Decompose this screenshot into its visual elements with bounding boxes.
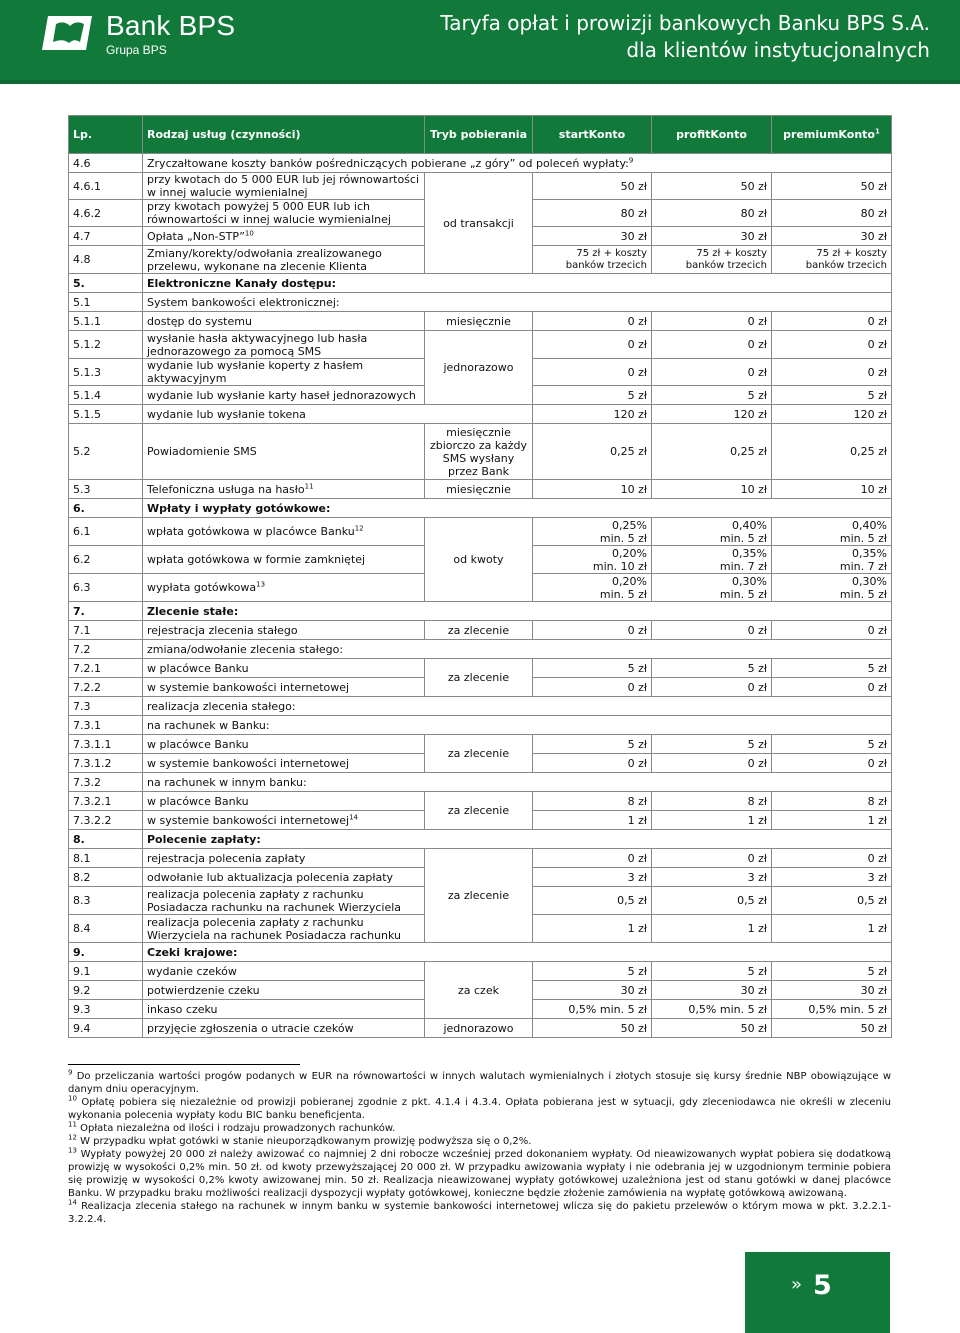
row-number: 7.3.1.2 — [69, 754, 143, 773]
row-number: 9. — [69, 943, 143, 962]
fee-startkonto: 0 zł — [533, 359, 652, 386]
logo-text: Bank BPS — [106, 10, 236, 41]
fee-premiumkonto — [772, 546, 892, 574]
fee-startkonto: 1 zł — [533, 915, 652, 943]
fee-profitkonto: 0,25 zł — [652, 424, 772, 480]
service-name-text: Opłata „Non-STP” — [147, 229, 245, 243]
fee-rate: 0,35% — [732, 546, 767, 560]
logo-subtext: Grupa BPS — [106, 43, 167, 57]
fee-profitkonto: 5 zł — [652, 659, 772, 678]
fee-startkonto — [533, 246, 652, 274]
service-name: dostęp do systemu — [143, 312, 425, 331]
row-number: 4.7 — [69, 227, 143, 246]
fee-startkonto — [533, 574, 652, 602]
fee-premiumkonto: 5 zł — [772, 735, 892, 754]
fee-minimum: min. 10 zł — [592, 559, 647, 573]
row-number: 8.4 — [69, 915, 143, 943]
service-name-text: wpłata gotówkowa w placówce Banku — [147, 525, 355, 538]
fee-profitkonto: 0 zł — [652, 359, 772, 386]
table-row — [69, 792, 892, 811]
fee-premiumkonto: 0 zł — [772, 312, 892, 331]
column-header-profitkonto: profitKonto — [652, 116, 772, 154]
footnote-text: Do przeliczania wartości progów podanych w EUR na równowartości w innych walutach wymienialnych i złotych stosuje się kursy średnie NBP obowiązujące w danym dniu operacyjnym. — [68, 1071, 891, 1095]
document-title-line-1: Taryfa opłat i prowizji bankowych Banku BPS S.A. — [440, 11, 930, 35]
fee-profitkonto: 0 zł — [652, 331, 772, 359]
service-name-text: w systemie bankowości internetowej — [147, 813, 350, 827]
charge-mode: za zlecenie — [425, 621, 533, 640]
table-row — [69, 480, 892, 499]
fee-rate: 0,30% — [732, 574, 767, 588]
service-name: wysłanie hasła aktywacyjnego lub hasła jednorazowego za pomocą SMS — [143, 331, 425, 359]
fee-startkonto: 0,5 zł — [533, 887, 652, 915]
fee-startkonto: 8 zł — [533, 792, 652, 811]
column-header-service: Rodzaj usług (czynności) — [143, 116, 425, 154]
table-row — [69, 1019, 892, 1038]
footnote-number: 9 — [68, 1068, 73, 1077]
footnote-text: W przypadku wpłat gotówki w stanie nieuporządkowanym prowizję podwyższa się o 0,2%. — [80, 1136, 532, 1147]
footnote-ref: 13 — [256, 580, 266, 589]
fee-premiumkonto: 3 zł — [772, 868, 892, 887]
service-name: w systemie bankowości internetowej — [143, 754, 425, 773]
fee-profitkonto: 1 zł — [652, 811, 772, 830]
fee-premiumkonto: 30 zł — [772, 227, 892, 246]
table-row — [69, 499, 892, 518]
table-row — [69, 773, 892, 792]
footnote-number: 10 — [68, 1094, 77, 1103]
fee-startkonto: 5 zł — [533, 735, 652, 754]
row-number: 9.2 — [69, 981, 143, 1000]
service-name: realizacja polecenia zapłaty z rachunku Wierzyciela na rachunek Posiadacza rachunku — [143, 915, 425, 943]
table-row — [69, 424, 892, 480]
fee-note: + koszty banków trzecich — [805, 247, 887, 271]
fee-premiumkonto: 1 zł — [772, 811, 892, 830]
fee-startkonto: 50 zł — [533, 1019, 652, 1038]
column-header-mode: Tryb pobierania — [425, 116, 533, 154]
fee-startkonto: 0 zł — [533, 331, 652, 359]
row-number: 8. — [69, 830, 143, 849]
fee-minimum: min. 5 zł — [719, 587, 767, 601]
row-number: 7.2 — [69, 640, 143, 659]
fee-premiumkonto: 5 zł — [772, 659, 892, 678]
fee-premiumkonto: 0 zł — [772, 849, 892, 868]
fee-profitkonto: 5 zł — [652, 735, 772, 754]
service-name: Zmiany/korekty/odwołania zrealizowanego przelewu, wykonane na zlecenie Klienta — [143, 246, 425, 274]
fee-premiumkonto: 5 zł — [772, 386, 892, 405]
row-number: 5.1.5 — [69, 405, 143, 424]
fee-profitkonto — [652, 546, 772, 574]
section-title: Zlecenie stałe: — [143, 602, 892, 621]
row-number: 7.3 — [69, 697, 143, 716]
premiumkonto-label: premiumKonto — [783, 128, 875, 141]
footnote-number: 11 — [68, 1120, 77, 1129]
fee-startkonto: 0 zł — [533, 678, 652, 697]
column-header-premiumkonto — [772, 116, 892, 154]
table-row — [69, 962, 892, 981]
fee-profitkonto: 0,5% min. 5 zł — [652, 1000, 772, 1019]
footnote-10 — [68, 1096, 891, 1122]
service-name: wydanie lub wysłanie koperty z hasłem aktywacyjnym — [143, 359, 425, 386]
fee-startkonto: 0,25 zł — [533, 424, 652, 480]
row-number: 5.2 — [69, 424, 143, 480]
fee-table — [68, 115, 892, 1038]
table-row — [69, 735, 892, 754]
footnote-text: Wypłaty powyżej 20 000 zł należy awizować co najmniej 2 dni robocze wcześniej przed dokonaniem wypłaty. Od nieawizowanych wypłat pobiera się dodatkową prowizję w wysokości 0,2% min. 50 zł. od kwoty przewyższającej 20 000 zł. W przypadku awizowania wypłaty i nie odebrania jej w uzgodnionym terminie pobiera się prowizję w wysokości 0,2% kwoty awizowanej min. 50 zł. Realizacja nieawizowanej wypłaty gotówkowej uzależniona jest od stanu gotówki w danej placówce Banku. W przypadku braku możliwości realizacji dyspozycji wypłaty gotówkowej, konieczne będzie złożenie zamówienia na wypłatę gotówkową awizowaną. — [68, 1149, 891, 1199]
row-number: 7.2.2 — [69, 678, 143, 697]
charge-mode: miesięcznie — [425, 480, 533, 499]
row-number: 6.2 — [69, 546, 143, 574]
service-name: wydanie czeków — [143, 962, 425, 981]
fee-startkonto: 0 zł — [533, 849, 652, 868]
service-name: w placówce Banku — [143, 735, 425, 754]
footnote-ref: 14 — [349, 812, 359, 821]
fee-startkonto: 0,5% min. 5 zł — [533, 1000, 652, 1019]
table-row — [69, 293, 892, 312]
service-name — [143, 154, 892, 173]
fee-startkonto: 3 zł — [533, 868, 652, 887]
column-header-lp: Lp. — [69, 116, 143, 154]
service-name: rejestracja polecenia zapłaty — [143, 849, 425, 868]
document-title-line-2: dla klientów instytucjonalnych — [626, 38, 930, 62]
table-row — [69, 312, 892, 331]
fee-premiumkonto: 8 zł — [772, 792, 892, 811]
charge-mode: za zlecenie — [425, 735, 533, 773]
fee-profitkonto: 120 zł — [652, 405, 772, 424]
table-row — [69, 697, 892, 716]
service-name-text: Zryczałtowane koszty banków pośredniczących pobierane „z góry” od poleceń wypłaty: — [147, 156, 629, 170]
fee-profitkonto: 8 zł — [652, 792, 772, 811]
fee-profitkonto: 0 zł — [652, 754, 772, 773]
fee-premiumkonto: 0 zł — [772, 331, 892, 359]
charge-mode: miesięcznie — [425, 312, 533, 331]
service-name: w placówce Banku — [143, 792, 425, 811]
fee-startkonto: 5 zł — [533, 386, 652, 405]
fee-premiumkonto: 0,5 zł — [772, 887, 892, 915]
row-number: 9.4 — [69, 1019, 143, 1038]
charge-mode: jednorazowo — [425, 1019, 533, 1038]
fee-premiumkonto — [772, 246, 892, 274]
service-name: na rachunek w Banku: — [143, 716, 892, 735]
table-row — [69, 173, 892, 200]
row-number: 4.8 — [69, 246, 143, 274]
row-number: 7.1 — [69, 621, 143, 640]
service-name: realizacja polecenia zapłaty z rachunku Posiadacza rachunku na rachunek Wierzyciela — [143, 887, 425, 915]
footnote-number: 12 — [68, 1133, 77, 1142]
fee-startkonto: 120 zł — [533, 405, 652, 424]
fee-premiumkonto: 0,25 zł — [772, 424, 892, 480]
fee-startkonto: 0 zł — [533, 312, 652, 331]
service-name: na rachunek w innym banku: — [143, 773, 892, 792]
fee-profitkonto: 50 zł — [652, 173, 772, 200]
row-number: 7.3.1 — [69, 716, 143, 735]
fee-startkonto: 50 zł — [533, 173, 652, 200]
row-number: 5. — [69, 274, 143, 293]
table-row — [69, 659, 892, 678]
footnote-ref: 11 — [304, 481, 314, 490]
footnote-ref: 12 — [354, 524, 364, 533]
charge-mode: od transakcji — [425, 173, 533, 274]
table-row — [69, 716, 892, 735]
fee-premiumkonto: 0 zł — [772, 754, 892, 773]
table-row — [69, 154, 892, 173]
fee-rate: 0,40% — [852, 518, 887, 532]
row-number: 6.3 — [69, 574, 143, 602]
fee-profitkonto: 0,5 zł — [652, 887, 772, 915]
document-title — [440, 10, 930, 64]
fee-premiumkonto: 80 zł — [772, 200, 892, 227]
service-name: odwołanie lub aktualizacja polecenia zapłaty — [143, 868, 425, 887]
footnote-text: Opłata niezależna od ilości i rodzaju prowadzonych rachunków. — [80, 1123, 396, 1134]
fee-profitkonto — [652, 246, 772, 274]
table-row — [69, 602, 892, 621]
fee-rate: 0,35% — [852, 546, 887, 560]
footnote-9 — [68, 1070, 891, 1096]
fee-profitkonto: 10 zł — [652, 480, 772, 499]
fee-premiumkonto — [772, 574, 892, 602]
row-number: 7.3.2.1 — [69, 792, 143, 811]
service-name: zmiana/odwołanie zlecenia stałego: — [143, 640, 892, 659]
fee-amount: 75 zł — [696, 247, 721, 259]
fee-startkonto: 5 zł — [533, 962, 652, 981]
fee-startkonto — [533, 546, 652, 574]
row-number: 5.1.3 — [69, 359, 143, 386]
row-number: 5.1.1 — [69, 312, 143, 331]
row-number: 6.1 — [69, 518, 143, 546]
fee-premiumkonto: 0 zł — [772, 678, 892, 697]
fee-premiumkonto: 5 zł — [772, 962, 892, 981]
service-name: realizacja zlecenia stałego: — [143, 697, 892, 716]
footnote-separator — [68, 1064, 300, 1065]
table-row — [69, 331, 892, 359]
service-name: wpłata gotówkowa w formie zamkniętej — [143, 546, 425, 574]
service-name — [143, 480, 425, 499]
charge-mode: za zlecenie — [425, 792, 533, 830]
fee-startkonto: 1 zł — [533, 811, 652, 830]
fee-startkonto: 5 zł — [533, 659, 652, 678]
row-number: 5.1 — [69, 293, 143, 312]
fee-rate: 0,30% — [852, 574, 887, 588]
service-name: przy kwotach do 5 000 EUR lub jej równowartości w innej walucie wymienialnej — [143, 173, 425, 200]
footnote-text: Realizacja zlecenia stałego na rachunek w innym banku w systemie bankowości internetowej wlicza się do pakietu przelewów o którym mowa w pkt. 3.2.2.1-3.2.2.4. — [68, 1201, 891, 1225]
row-number: 5.1.4 — [69, 386, 143, 405]
fee-profitkonto: 30 zł — [652, 227, 772, 246]
fee-startkonto: 10 zł — [533, 480, 652, 499]
fee-minimum: min. 5 zł — [839, 531, 887, 545]
fee-profitkonto: 5 zł — [652, 962, 772, 981]
fee-profitkonto: 0 zł — [652, 312, 772, 331]
service-name — [143, 811, 425, 830]
charge-mode: miesięcznie zbiorczo za każdy SMS wysłany przez Bank — [425, 424, 533, 480]
fee-startkonto: 30 zł — [533, 981, 652, 1000]
footnote-number: 14 — [68, 1198, 77, 1207]
row-number: 8.2 — [69, 868, 143, 887]
fee-note: + koszty banków trzecich — [565, 247, 647, 271]
row-number: 4.6.2 — [69, 200, 143, 227]
service-name: System bankowości elektronicznej: — [143, 293, 892, 312]
service-name — [143, 574, 425, 602]
fee-minimum: min. 5 zł — [599, 587, 647, 601]
service-name-text: Telefoniczna usługa na hasło — [147, 482, 305, 496]
fee-startkonto: 30 zł — [533, 227, 652, 246]
section-title: Wpłaty i wypłaty gotówkowe: — [143, 499, 892, 518]
fee-rate: 0,25% — [612, 518, 647, 532]
service-name-text: wypłata gotówkowa — [147, 581, 257, 594]
service-name: w placówce Banku — [143, 659, 425, 678]
row-number: 4.6 — [69, 154, 143, 173]
table-row — [69, 621, 892, 640]
service-name: wydanie lub wysłanie karty haseł jednorazowych — [143, 386, 425, 405]
charge-mode: za zlecenie — [425, 849, 533, 943]
section-title: Czeki krajowe: — [143, 943, 892, 962]
footnote-ref: 9 — [628, 155, 634, 164]
fee-minimum: min. 5 zł — [599, 531, 647, 545]
service-name: w systemie bankowości internetowej — [143, 678, 425, 697]
row-number: 8.1 — [69, 849, 143, 868]
fee-profitkonto — [652, 574, 772, 602]
fee-profitkonto: 0 zł — [652, 678, 772, 697]
fee-profitkonto: 50 zł — [652, 1019, 772, 1038]
row-number: 7.3.1.1 — [69, 735, 143, 754]
service-name: potwierdzenie czeku — [143, 981, 425, 1000]
footnote-13 — [68, 1148, 891, 1200]
bank-logo-icon — [40, 12, 100, 54]
fee-profitkonto: 1 zł — [652, 915, 772, 943]
row-number: 5.3 — [69, 480, 143, 499]
section-title: Elektroniczne Kanały dostępu: — [143, 274, 892, 293]
fee-profitkonto: 5 zł — [652, 386, 772, 405]
service-name: inkaso czeku — [143, 1000, 425, 1019]
fee-rate: 0,40% — [732, 518, 767, 532]
fee-profitkonto: 30 zł — [652, 981, 772, 1000]
footnote-number: 13 — [68, 1146, 77, 1155]
fee-amount: 75 zł — [576, 247, 601, 259]
table-row — [69, 849, 892, 868]
table-row — [69, 830, 892, 849]
double-chevron-icon: » — [791, 1274, 803, 1295]
fee-premiumkonto: 1 zł — [772, 915, 892, 943]
fee-premiumkonto: 50 zł — [772, 173, 892, 200]
service-name: przyjęcie zgłoszenia o utracie czeków — [143, 1019, 425, 1038]
fee-profitkonto: 0 zł — [652, 621, 772, 640]
page-number: 5 — [813, 1270, 832, 1301]
footnote-ref: 10 — [244, 228, 254, 237]
fee-startkonto — [533, 518, 652, 546]
row-number: 9.3 — [69, 1000, 143, 1019]
footnote-text: Opłatę pobiera się niezależnie od prowizji pobieranej zgodnie z pkt. 4.1.4 i 4.3.4. Opłata pobierana jest w sytuacji, gdy zleceniodawca nie określi w zleceniu wykonania polecenia wypłaty kodu BIC banku beneficjenta. — [68, 1097, 891, 1121]
service-name — [143, 518, 425, 546]
fee-minimum: min. 5 zł — [839, 587, 887, 601]
fee-premiumkonto: 0 zł — [772, 621, 892, 640]
fee-premiumkonto — [772, 518, 892, 546]
table-row — [69, 943, 892, 962]
footnote-14 — [68, 1200, 891, 1226]
charge-mode: jednorazowo — [425, 331, 533, 405]
charge-mode: od kwoty — [425, 518, 533, 602]
section-title: Polecenie zapłaty: — [143, 830, 892, 849]
fee-amount: 75 zł — [816, 247, 841, 259]
table-row — [69, 274, 892, 293]
fee-minimum: min. 7 zł — [839, 559, 887, 573]
table-row — [69, 640, 892, 659]
fee-startkonto: 80 zł — [533, 200, 652, 227]
column-header-startkonto: startKonto — [533, 116, 652, 154]
fee-premiumkonto: 10 zł — [772, 480, 892, 499]
charge-mode: za czek — [425, 962, 533, 1019]
fee-premiumkonto: 0 zł — [772, 359, 892, 386]
service-name: rejestracja zlecenia stałego — [143, 621, 425, 640]
footnotes — [68, 1070, 891, 1226]
fee-note: + koszty banków trzecich — [685, 247, 767, 271]
service-name: Powiadomienie SMS — [143, 424, 425, 480]
fee-premiumkonto: 0,5% min. 5 zł — [772, 1000, 892, 1019]
table-row — [69, 518, 892, 546]
fee-premiumkonto: 50 zł — [772, 1019, 892, 1038]
fee-profitkonto — [652, 518, 772, 546]
page-header — [0, 0, 960, 84]
service-name: wydanie lub wysłanie tokena — [143, 405, 533, 424]
fee-startkonto: 0 zł — [533, 621, 652, 640]
row-number: 9.1 — [69, 962, 143, 981]
fee-minimum: min. 7 zł — [719, 559, 767, 573]
charge-mode: za zlecenie — [425, 659, 533, 697]
service-name: przy kwotach powyżej 5 000 EUR lub ich równowartości w innej walucie wymienialnej — [143, 200, 425, 227]
fee-profitkonto: 0 zł — [652, 849, 772, 868]
fee-premiumkonto: 120 zł — [772, 405, 892, 424]
table-header-row — [69, 116, 892, 154]
row-number: 7.2.1 — [69, 659, 143, 678]
fee-profitkonto: 80 zł — [652, 200, 772, 227]
footnote-ref: 1 — [874, 127, 880, 136]
row-number: 4.6.1 — [69, 173, 143, 200]
row-number: 8.3 — [69, 887, 143, 915]
fee-startkonto: 0 zł — [533, 754, 652, 773]
footnote-12 — [68, 1135, 891, 1148]
fee-minimum: min. 5 zł — [719, 531, 767, 545]
row-number: 6. — [69, 499, 143, 518]
row-number: 7.3.2 — [69, 773, 143, 792]
footnote-11 — [68, 1122, 891, 1135]
row-number: 5.1.2 — [69, 331, 143, 359]
fee-premiumkonto: 30 zł — [772, 981, 892, 1000]
table-row — [69, 405, 892, 424]
fee-rate: 0,20% — [612, 574, 647, 588]
fee-rate: 0,20% — [612, 546, 647, 560]
fee-profitkonto: 3 zł — [652, 868, 772, 887]
page-number-box — [745, 1252, 890, 1333]
row-number: 7.3.2.2 — [69, 811, 143, 830]
service-name — [143, 227, 425, 246]
row-number: 7. — [69, 602, 143, 621]
